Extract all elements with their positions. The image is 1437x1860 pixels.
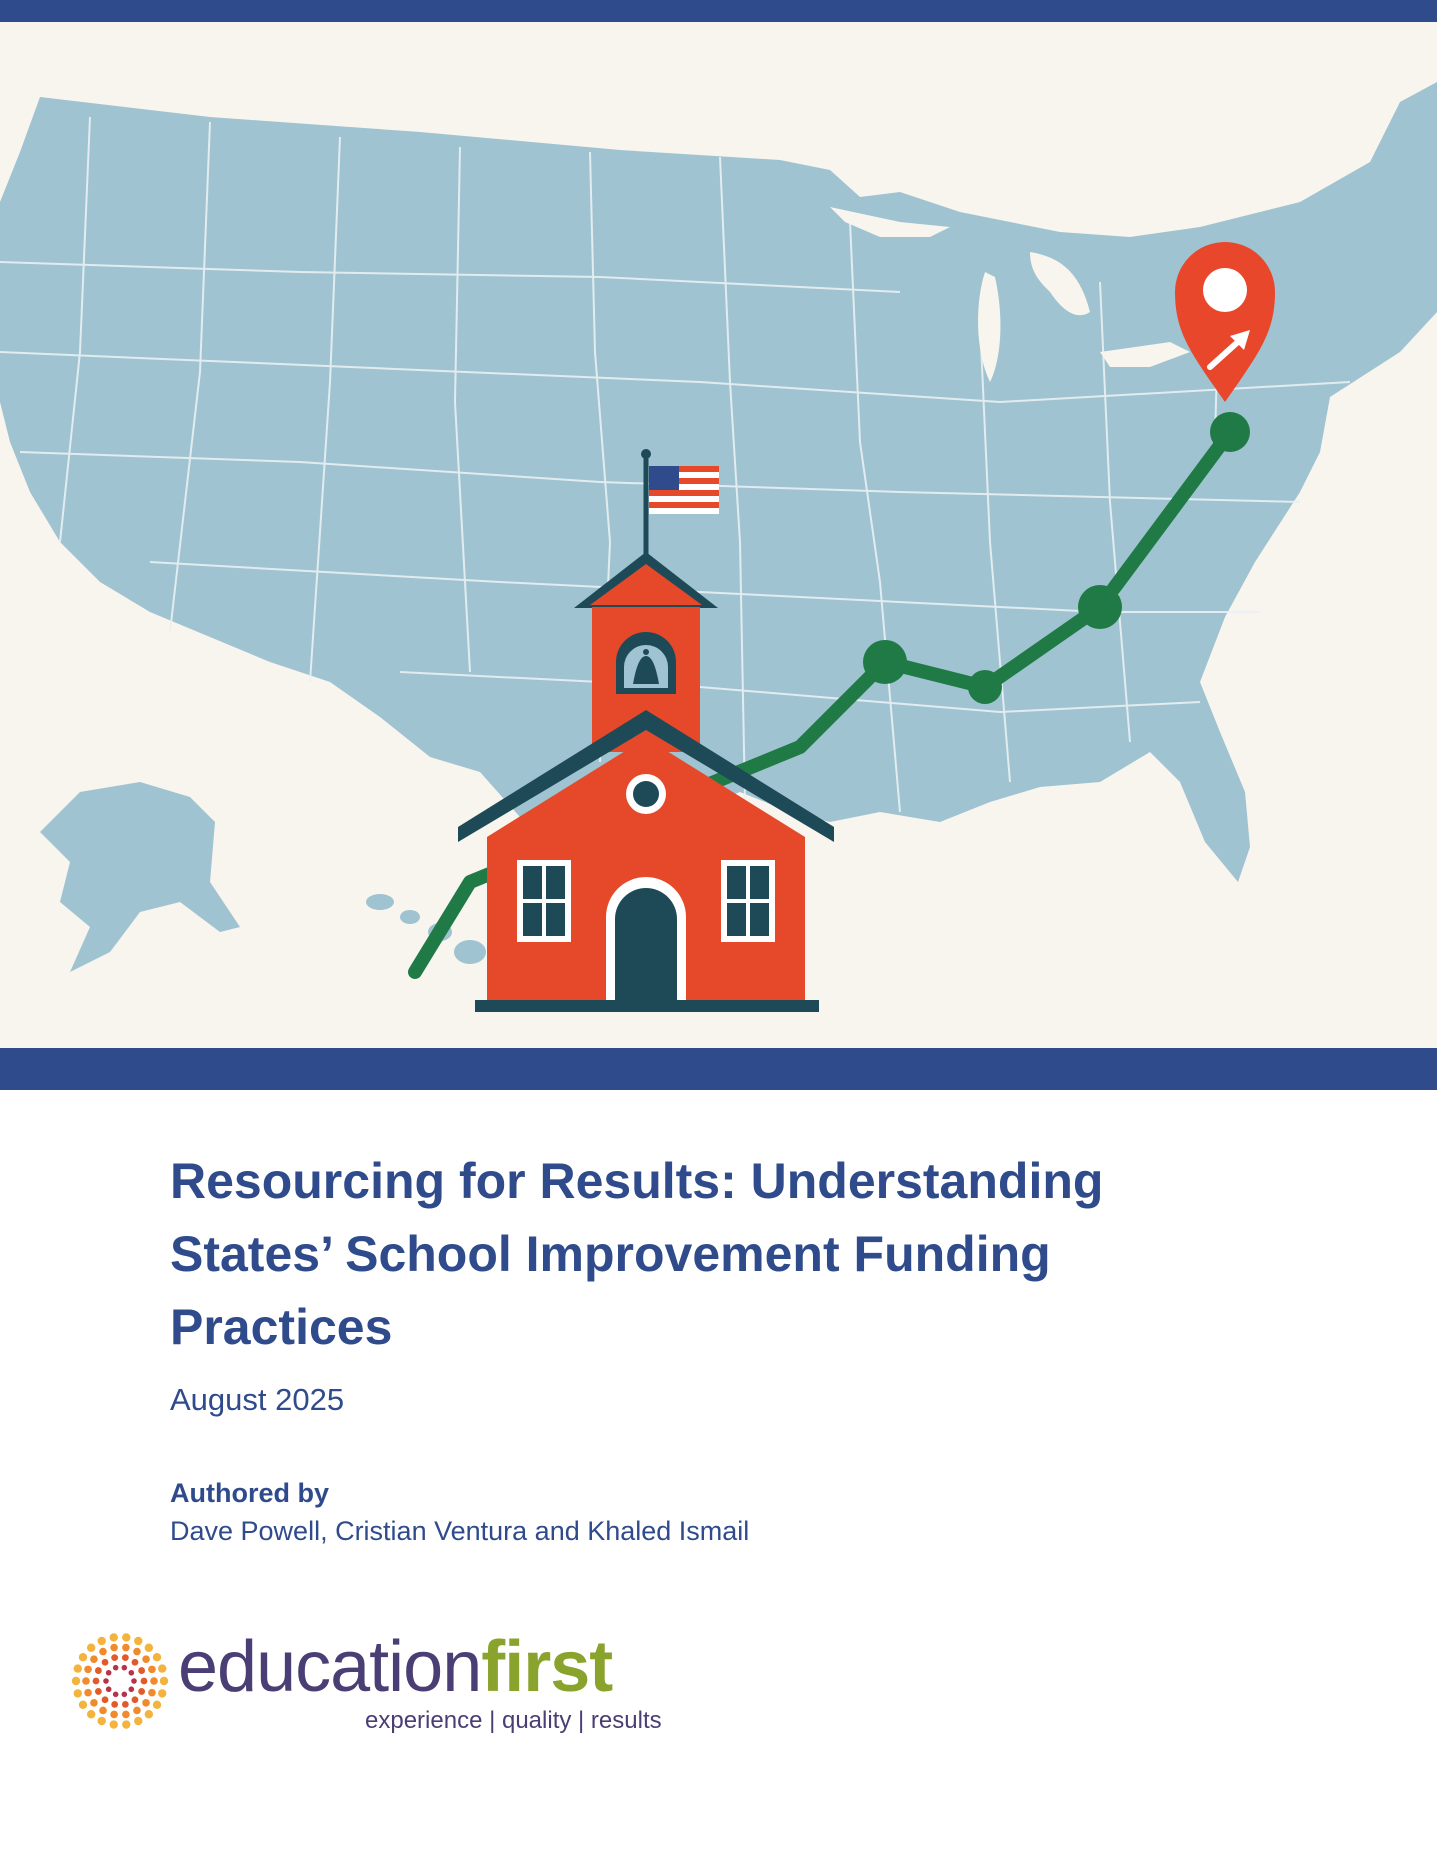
logo-wordmark [178,1625,612,1709]
document-title [170,1145,1170,1364]
title-line: Practices [170,1299,393,1355]
education-first-logo [70,1625,710,1745]
author-names: Dave Powell, Cristian Ventura and Khaled Ismail [170,1516,750,1546]
bottom-color-bar [0,1048,1437,1090]
logo-tagline: experience | quality | results [365,1707,662,1734]
title-line: Resourcing for Results: Understanding [170,1153,1104,1209]
publication-date: August 2025 [170,1382,345,1417]
sunburst-logo-icon [70,1631,170,1731]
logo-word-part2: first [481,1627,613,1707]
cover-illustration [0,22,1437,1048]
title-line: States’ School Improvement Funding [170,1226,1051,1282]
top-color-bar [0,0,1437,22]
authored-by-label: Authored by [170,1478,329,1508]
logo-word-part1: education [178,1627,482,1707]
